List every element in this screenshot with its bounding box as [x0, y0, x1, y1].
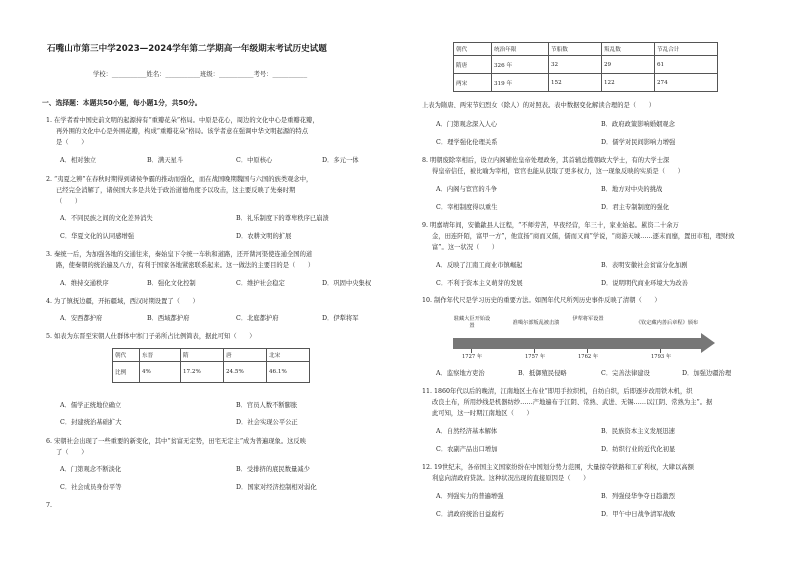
q12-option-c[interactable]: C．清政府统治日益腐朽: [436, 511, 504, 518]
table-cell: 29: [602, 56, 655, 74]
timeline-event: 《钦定藏内善后章程》颁布: [635, 320, 699, 326]
question-9-line: 富”。这一状况（ ）: [432, 244, 499, 251]
question-11-line: 改良土布，所用纱线是机器纺纱……产地遍布于江阴、常熟、武进、无锡……以江阴、常熟为主”。据: [432, 399, 713, 406]
question-7-number: 7.: [46, 502, 53, 509]
table-cell: 节乱合计: [655, 43, 718, 56]
q10-option-d[interactable]: D．加强边疆治理: [682, 370, 732, 377]
q1-option-b[interactable]: B．满天星斗: [147, 157, 184, 164]
table-cell: 122: [602, 74, 655, 92]
q9-option-a[interactable]: A．反映了江南工商业市镇崛起: [436, 262, 523, 269]
table-cell: 152: [549, 74, 602, 92]
table-cell: 比例: [113, 362, 140, 383]
table-cell: 东晋: [140, 349, 181, 362]
q4-option-c[interactable]: C．北庭都护府: [236, 315, 279, 322]
q11-option-d[interactable]: D．纺织行业的近代化初显: [601, 446, 676, 453]
exam-title: 石嘴山市第三中学2023—2024学年第二学期高一年级期末考试历史试题: [47, 44, 327, 54]
q9-option-c[interactable]: C．不利于资本主义萌芽的发展: [436, 280, 523, 287]
q4-option-a[interactable]: A．安西都护府: [60, 315, 103, 322]
table-cell: 17.2%: [181, 362, 224, 383]
table-cell: 274: [655, 74, 718, 92]
q7-option-a[interactable]: A．门第观念深入人心: [436, 121, 498, 128]
table-cell: 统治年限: [492, 43, 549, 56]
q8-option-b[interactable]: B．地方对中央的挑战: [601, 186, 663, 193]
timeline: [453, 316, 733, 364]
question-8-line: 得皇帝信任，被比喻为宰相，宦官也能从获取了更多权力，这一现象反映的实质是（ ）: [432, 168, 684, 175]
q2-option-b[interactable]: B．礼乐制度下的尊卑秩序已崩溃: [236, 215, 329, 222]
q9-option-d[interactable]: D．说明明代商业环境大为改善: [601, 280, 688, 287]
q2-option-c[interactable]: C．华夏文化的认同感增强: [60, 233, 135, 240]
question-11-line: 11. 1860年代以后的晚清，江南地区土布业“即用手拉织机，自纺自织，后即逐步改用铁木机，织: [422, 388, 693, 395]
q11-option-a[interactable]: A．自然经济基本解体: [436, 428, 498, 435]
q5-option-c[interactable]: C．封建统治基础扩大: [60, 419, 122, 426]
table-cell: 326 年: [492, 56, 549, 74]
timeline-year: 1757 年: [524, 354, 546, 360]
q6-option-c[interactable]: C．社会成员身份平等: [60, 484, 122, 491]
q3-option-b[interactable]: B．强化文化控制: [147, 280, 196, 287]
table-cell: 朝代: [113, 349, 140, 362]
timeline-year: 1727 年: [461, 354, 483, 360]
table-cell: 319 年: [492, 74, 549, 92]
timeline-bar: [453, 338, 701, 349]
q11-option-c[interactable]: C．农副产品出口增加: [436, 446, 498, 453]
question-7-line: 上表为隋唐、两宋节妇烈女（除人）的对照表。表中数据变化解读合理的是（ ）: [422, 102, 655, 109]
table-cell: 两宋: [454, 74, 492, 92]
timeline-year: 1762 年: [577, 354, 599, 360]
q6-option-d[interactable]: D．国家对经济控制相对弱化: [236, 484, 317, 491]
q9-option-b[interactable]: B．表明安徽社会贫富分化加剧: [601, 262, 688, 269]
q3-option-c[interactable]: C．维护社会稳定: [236, 280, 285, 287]
question-2-line: 已经完全消解了，诸侯国大多是共处于政治道德角度予以攻击，这主要反映了先秦时期: [56, 187, 296, 194]
q2-option-a[interactable]: A．不同民族之间的文化差异消失: [60, 215, 153, 222]
question-3-line: 路，使秦朝的统治遍及八方，有利于国家各地紧密联系起来。这一做法的主要目的是（ ）: [56, 262, 315, 269]
q1-option-c[interactable]: C．中原核心: [236, 157, 273, 164]
table-cell: 隋唐: [454, 56, 492, 74]
q6-option-b[interactable]: B．受排挤的底民数量减少: [236, 466, 310, 473]
table-cell: 唐: [224, 349, 267, 362]
table-cell: 叛乱数: [602, 43, 655, 56]
question-2-line: （ ）: [56, 198, 82, 205]
table-cell: 46.1%: [267, 362, 310, 383]
table-row: [113, 349, 310, 362]
q2-option-d[interactable]: D．农耕文明的扩展: [236, 233, 292, 240]
q1-option-a[interactable]: A．相对独立: [60, 157, 97, 164]
question-12-line: 12. 19世纪末，各帝国主义国家纷纷在中国划分势力范围，大量掠夺铁路和工矿利权，大肆以高额: [422, 464, 694, 471]
q12-option-d[interactable]: D．甲午中日战争清军战败: [601, 511, 676, 518]
q10-option-c[interactable]: C．完善法律建设: [601, 370, 650, 377]
question-9-line: 金，田连阡陌，富甲一方”，他宣扬“商而又儒，儒而又商”学说，“商游天城……逐末而靡，置田市租，理财致: [432, 233, 735, 240]
table-row: [454, 74, 718, 92]
q1-option-d[interactable]: D．多元一体: [322, 157, 359, 164]
timeline-event: 駐藏大臣开始设置: [453, 316, 491, 329]
table-cell: 61: [655, 56, 718, 74]
q10-option-a[interactable]: A．监察地方吏治: [436, 370, 485, 377]
timeline-event: 准噶尔部叛乱被击溃: [512, 320, 560, 326]
question-8-line: 8. 明朝废除宰相后，设立内阁辅佐皇帝处理政务，其首辅总揽朝政大学士，有的大学士深: [422, 157, 670, 164]
table-row: [454, 43, 718, 56]
question-4-line: 4. 为了镇抚边疆，开拓疆域，西汉时期设置了（ ）: [46, 298, 199, 305]
question-6-line: 6. 宋朝社会出现了一些重要的新变化，其中“贫富无定势，田宅无定主”成为普遍现象。这反映: [46, 438, 307, 445]
q7-option-d[interactable]: D．儒学对民间影响力增强: [601, 139, 676, 146]
question-1-line: 1. 在学者看中国史前文明的起源持有“重瓣花朵”格局。中原是花心，周边的文化中心是重瓣花瓣，: [46, 117, 319, 124]
q12-option-a[interactable]: A．列强实力的普遍增强: [436, 493, 504, 500]
question-10-line: 10. 制作年代尺是学习历史的重要方法。如图年代尺所列历史事件反映了清朝（ ）: [422, 297, 661, 304]
q8-option-a[interactable]: A．内阁与宦官的斗争: [436, 186, 498, 193]
question-11-line: 此可知，这一时期江南地区（ ）: [432, 410, 533, 417]
question-1-line: 再外围的文化中心是外围花瓣，构成“重瓣花朵”格局。该学者意在强调中华文明起源的特点: [56, 128, 309, 135]
table-row: [113, 362, 310, 383]
q3-option-d[interactable]: D．巩固中央集权: [322, 280, 372, 287]
question-5-line: 5. 如表为东晋至宋朝人仕群体中寒门子弟所占比例简表，据此可知（ ）: [46, 333, 256, 340]
table-cell: 节船数: [549, 43, 602, 56]
table-q7: [453, 42, 718, 92]
table-cell: 朝代: [454, 43, 492, 56]
table-cell: 北宋: [267, 349, 310, 362]
question-3-line: 3. 秦统一后，为加强各地的交通往来，秦始皇下令统一车轨和道路，还开凿河渠使连通全国的道: [46, 251, 313, 258]
q4-option-b[interactable]: B．西域都护府: [147, 315, 190, 322]
q5-option-d[interactable]: D．社会实现公平公正: [236, 419, 298, 426]
question-6-line: 了（ ）: [56, 449, 88, 456]
question-12-line: 利息向清政府贷款。这种状况出现的直接原因是（ ）: [432, 475, 590, 482]
q4-option-d[interactable]: D．伊犁将军: [322, 315, 359, 322]
student-info-line[interactable]: 学校：___________姓名：___________班级：___________考号：___________: [93, 71, 308, 78]
q11-option-b[interactable]: B．民族资本主义发展迅速: [601, 428, 675, 435]
section-heading: 一、选择题：本题共50小题，每小题1分，共50分。: [42, 99, 202, 107]
question-9-line: 9. 明嘉靖年间，安徽歙县人汪程，“不师劳苦，早夜经营，年三十，家业始起。累资二十余万: [422, 222, 679, 229]
q5-option-b[interactable]: B．官员人数不断膨胀: [236, 402, 298, 409]
q6-option-a[interactable]: A．门第观念不断淡化: [60, 466, 122, 473]
timeline-tick: [660, 349, 661, 353]
q7-option-b[interactable]: B．政府政策影响婚姻观念: [601, 121, 675, 128]
q3-option-a[interactable]: A．维持交通秩序: [60, 280, 109, 287]
table-cell: 4%: [140, 362, 181, 383]
question-1-line: 是（ ）: [56, 139, 88, 146]
table-cell: 隋: [181, 349, 224, 362]
timeline-tick: [471, 349, 472, 353]
q12-option-b[interactable]: B．列强侵华争夺日趋激烈: [601, 493, 675, 500]
q5-option-a[interactable]: A．儒学正统地位确立: [60, 402, 122, 409]
q8-option-d[interactable]: D．君主专制制度的强化: [601, 204, 670, 211]
table-cell: 24.5%: [224, 362, 267, 383]
q7-option-c[interactable]: C．理学强化伦理关系: [436, 139, 498, 146]
timeline-year: 1793 年: [650, 354, 672, 360]
table-cell: 32: [549, 56, 602, 74]
timeline-event: 伊犁将军设置: [572, 316, 604, 322]
table-q5: [112, 348, 310, 383]
timeline-tick: [587, 349, 588, 353]
question-2-line: 2. “夷夏之辨”在春秋时期得到诸侯争霸的推动而强化，而在战国晚期魏国与六国的族类观念中，: [46, 176, 313, 183]
timeline-tick: [534, 349, 535, 353]
arrow-head-icon: [701, 333, 715, 353]
q8-option-c[interactable]: C．宰相制度得以重生: [436, 204, 498, 211]
table-row: [454, 56, 718, 74]
q10-option-b[interactable]: B．抵御殖民侵略: [518, 370, 567, 377]
